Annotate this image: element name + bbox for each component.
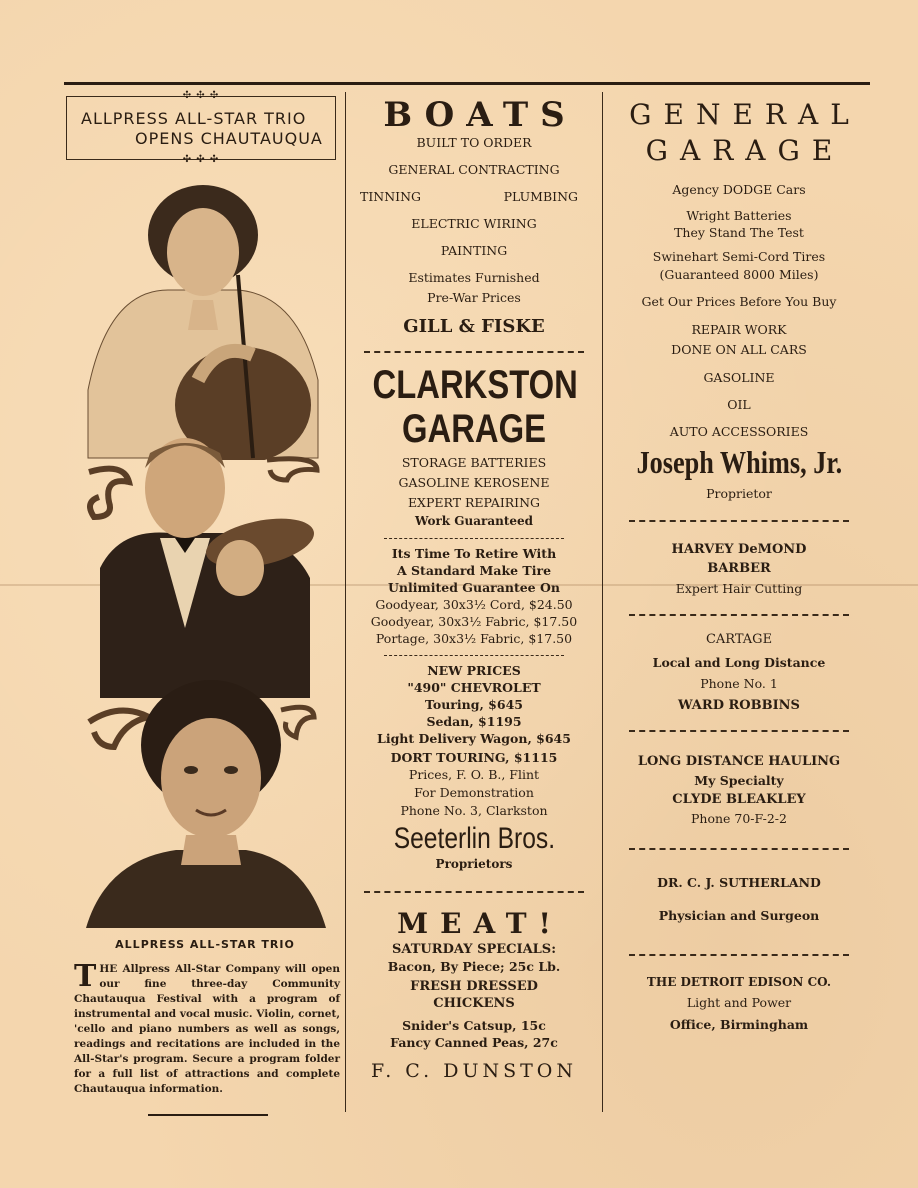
edison-ad [608, 972, 870, 1036]
hauling-line: LONG DISTANCE HAULING [637, 754, 841, 769]
tire-line: Its Time To Retire With [391, 546, 557, 561]
garage-line: Agency DODGE Cars [672, 182, 806, 197]
boats-line: PAINTING [440, 243, 508, 258]
meat-line: FRESH DRESSED [410, 979, 538, 994]
price-line: Sedan, $1195 [426, 714, 522, 729]
cartage-ad [608, 630, 870, 718]
garage-line: Get Our Prices Before You Buy [641, 294, 837, 309]
ad-separator [629, 848, 849, 850]
price-line: DORT TOURING, $1115 [390, 750, 558, 765]
price-line: NEW PRICES [427, 663, 521, 678]
trio-article [74, 959, 340, 1097]
garage-line: They Stand The Test [674, 225, 804, 240]
trio-title-line1: ALLPRESS ALL-STAR TRIO [81, 109, 307, 128]
general-garage-heading: GARAGE [645, 134, 845, 167]
ad-separator [629, 954, 849, 956]
hauling-line: My Specialty [694, 773, 784, 788]
boats-heading: BOATS [383, 95, 577, 135]
pianist-photo [86, 670, 326, 928]
clarkston-line: Work Guaranteed [414, 514, 534, 528]
garage-line: Wright Batteries [686, 208, 792, 223]
column-divider-right [602, 92, 603, 1112]
general-garage-ad [608, 98, 870, 504]
barber-line: BARBER [707, 561, 771, 576]
edison-line: Light and Power [686, 995, 792, 1010]
ad-separator [364, 891, 584, 893]
boats-line: Pre-War Prices [427, 290, 521, 305]
title-ornament-top: ✣ ✣ ✣ [182, 90, 220, 101]
cartage-line: Phone No. 1 [700, 676, 778, 691]
price-line: Light Delivery Wagon, $645 [377, 731, 571, 746]
boats-firm: GILL & FISKE [403, 316, 545, 337]
column-divider-left [345, 92, 346, 1112]
meat-line: SATURDAY SPECIALS: [391, 942, 556, 957]
garage-line: DONE ON ALL CARS [671, 342, 807, 357]
boats-ad [350, 96, 598, 337]
title-ornament-bottom: ✣ ✣ ✣ [182, 154, 220, 165]
top-rule [64, 82, 870, 85]
garage-line: AUTO ACCESSORIES [669, 424, 809, 439]
tire-line: Unlimited Guarantee On [388, 580, 560, 595]
tire-line: A Standard Make Tire [396, 563, 552, 578]
trio-caption: ALLPRESS ALL-STAR TRIO [115, 938, 295, 951]
tire-line: Goodyear, 30x3½ Cord, $24.50 [375, 597, 573, 612]
boats-line: BUILT TO ORDER [416, 135, 532, 150]
garage-line: REPAIR WORK [691, 322, 787, 337]
middle-column [350, 92, 598, 1082]
hauling-line: Phone 70-F-2-2 [690, 811, 787, 826]
boats-line: Estimates Furnished [408, 270, 540, 285]
meat-firm: F. C. DUNSTON [370, 1060, 577, 1082]
cartage-line: WARD ROBBINS [678, 698, 800, 713]
garage-line: OIL [727, 397, 751, 412]
meat-line: Fancy Canned Peas, 27c [390, 1035, 558, 1050]
tire-line: Goodyear, 30x3½ Fabric, $17.50 [370, 614, 578, 629]
price-line: Touring, $645 [425, 697, 523, 712]
price-line: "490" CHEVROLET [407, 680, 541, 695]
meat-line: Snider's Catsup, 15c [402, 1018, 546, 1033]
price-line: For Demonstration [414, 785, 534, 800]
boats-line: TINNING [360, 189, 422, 204]
doctor-line: DR. C. J. SUTHERLAND [657, 875, 821, 890]
boats-line-row [350, 187, 598, 207]
trio-title-line2: OPENS CHAUTAUQUA [135, 129, 323, 148]
violinist-photo [100, 428, 325, 698]
article-end-rule [148, 1114, 268, 1116]
hauling-ad [608, 752, 870, 828]
boats-line: ELECTRIC WIRING [411, 216, 537, 231]
meat-line: Bacon, By Piece; 25c Lb. [387, 959, 561, 974]
barber-line: HARVEY DeMOND [671, 542, 807, 557]
garage-role: Proprietor [706, 486, 772, 501]
general-garage-heading: GENERAL [629, 98, 861, 131]
meat-ad [350, 907, 598, 1082]
boats-line: PLUMBING [503, 189, 578, 204]
cartage-line: Local and Long Distance [652, 655, 826, 670]
trio-title-box [66, 90, 336, 165]
meat-heading: MEAT! [397, 907, 563, 940]
price-line: Phone No. 3, Clarkston [400, 803, 548, 818]
boats-line: GENERAL CONTRACTING [388, 162, 560, 177]
doctor-line: Physician and Surgeon [658, 908, 820, 923]
ad-separator [629, 520, 849, 522]
clarkston-firm: Seeterlin Bros. [393, 822, 555, 855]
edison-line: THE DETROIT EDISON CO. [646, 975, 832, 989]
garage-line: Swinehart Semi-Cord Tires [652, 249, 826, 264]
clarkston-heading: GARAGE [402, 407, 546, 451]
clarkston-heading: CLARKSTON [372, 363, 578, 407]
cellist-photo [78, 180, 328, 460]
garage-line: (Guaranteed 8000 Miles) [659, 267, 819, 282]
ad-separator [629, 730, 849, 732]
barber-line: Expert Hair Cutting [675, 581, 803, 596]
drop-cap: T [74, 959, 97, 994]
price-line: Prices, F. O. B., Flint [408, 767, 540, 782]
meat-line: CHICKENS [433, 996, 515, 1011]
ad-separator [384, 538, 564, 539]
cartage-line: CARTAGE [705, 632, 773, 647]
hauling-line: CLYDE BLEAKLEY [672, 792, 806, 807]
garage-line: GASOLINE [703, 370, 775, 385]
clarkston-role: Proprietors [435, 857, 513, 871]
clarkston-line: EXPERT REPAIRING [407, 495, 541, 510]
doctor-ad [608, 874, 870, 924]
garage-owner: Joseph Whims, Jr. [636, 444, 842, 480]
clarkston-garage-ad [350, 353, 598, 873]
tire-line: Portage, 30x3½ Fabric, $17.50 [375, 631, 573, 646]
ad-separator [629, 614, 849, 616]
barber-ad [608, 540, 870, 600]
ad-separator [384, 655, 564, 656]
edison-line: Office, Birmingham [669, 1017, 809, 1032]
trio-article-body: HE Allpress All-Star Company will open our fine three-day Community Chautauqua Festival with a program of instrumental and vocal music. Violin, cornet, 'cello and piano numbers as well as songs, readings and recitations are included in the All-Star's program. Secure a program folder for a full list of attractions and complete Chautauqua information. [74, 963, 340, 1095]
clarkston-line: STORAGE BATTERIES [401, 455, 547, 470]
clarkston-line: GASOLINE KEROSENE [398, 475, 550, 490]
right-column [608, 92, 870, 1036]
